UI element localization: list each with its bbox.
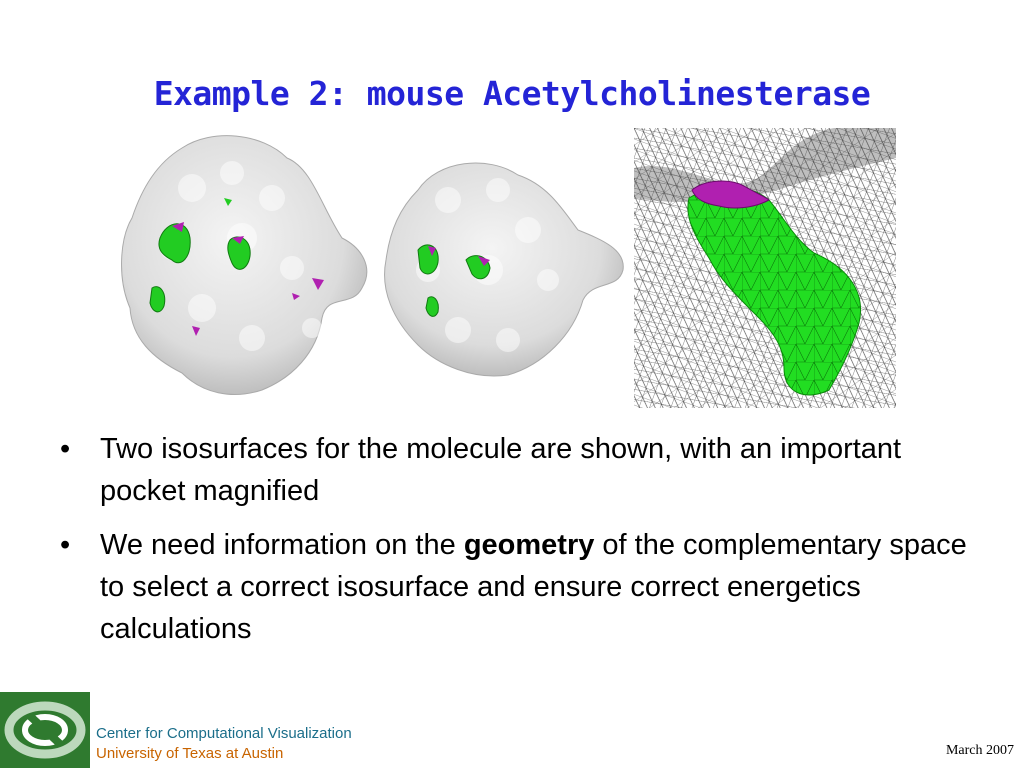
molecule-isosurface-1-image — [112, 128, 372, 400]
bullet-item — [58, 524, 988, 650]
bullet-marker: • — [60, 433, 71, 465]
bullet-text-pre: We need information on the — [100, 529, 464, 561]
bullet-marker: • — [60, 529, 71, 561]
bullet-text: Two isosurfaces for the molecule are shown, with an important pocket magnified — [100, 433, 902, 507]
molecule-isosurface-2-image — [378, 150, 628, 380]
slide-title: Example 2: mouse Acetylcholinesterase — [153, 74, 871, 113]
bullet-text-post: of the complementary space to select a correct isosurface and ensure correct energetics calculations — [100, 529, 967, 645]
footer-organization — [96, 724, 352, 764]
bullet-item — [58, 428, 988, 512]
bullet-list — [58, 428, 988, 662]
footer-date: March 2007 — [945, 743, 1014, 758]
bullet-text-bold: geometry — [463, 529, 595, 561]
footer-org-line2: University of Texas at Austin — [96, 745, 284, 762]
magnified-pocket-image — [634, 128, 896, 408]
ccv-logo — [0, 692, 90, 768]
footer-org-line1: Center for Computational Visualization — [96, 725, 352, 742]
